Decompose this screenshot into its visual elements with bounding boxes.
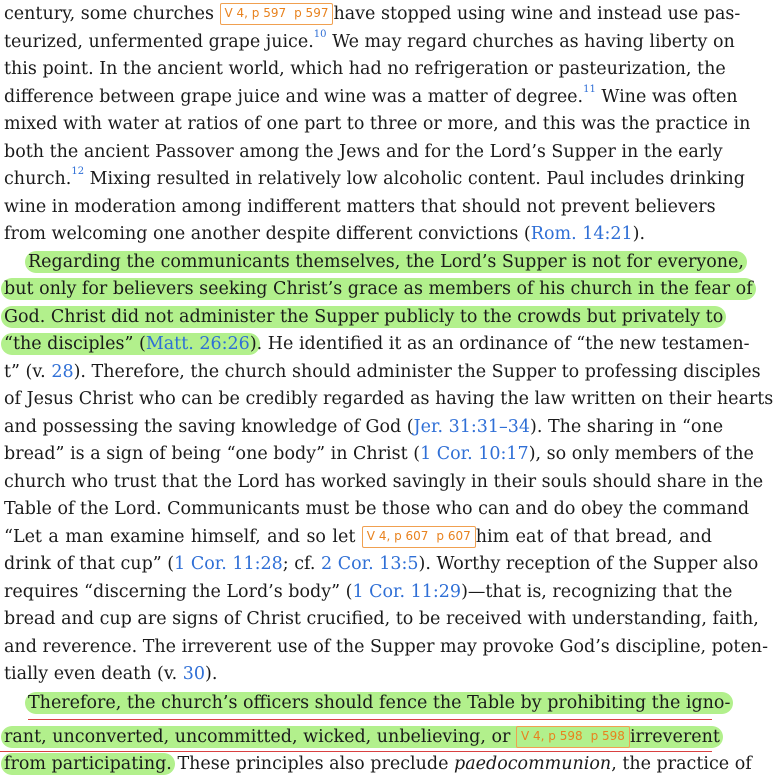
text-run: rant, unconverted, uncommitted, wicked, unbelieving, or bbox=[4, 727, 516, 747]
text-line bbox=[4, 414, 724, 441]
page-label: p 598 bbox=[590, 729, 625, 743]
scripture-link[interactable]: 1 Cor. 10:17 bbox=[420, 444, 529, 464]
text-run: have stopped using wine and instead use pas- bbox=[333, 4, 741, 24]
text-run: drink of that cup” ( bbox=[4, 554, 175, 574]
text-line bbox=[4, 359, 761, 386]
text-run: ). The sharing in “one bbox=[530, 417, 724, 437]
text-run: and possessing the saving knowledge of God ( bbox=[4, 417, 414, 437]
text-line bbox=[4, 551, 759, 578]
text-line: and reverence. The irreverent use of the Supper may provoke God’s discipline, poten- bbox=[4, 637, 768, 657]
volume-page-label: V 4, p 597 bbox=[224, 6, 287, 20]
text-line: church who trust that the Lord has worked savingly in their souls should share in the bbox=[4, 472, 764, 492]
text-line bbox=[4, 661, 712, 688]
text-line: this point. In the ancient world, which had no refrigeration or pasteurization, the bbox=[4, 59, 726, 79]
text-run: ). Therefore, the church should administer the Supper to professing disciples bbox=[73, 362, 761, 382]
footnote-marker[interactable]: 10 bbox=[313, 29, 327, 40]
highlight: Therefore, the church’s officers should fence the Table by prohibiting the igno- bbox=[25, 692, 733, 714]
text-run: church. bbox=[4, 169, 72, 189]
text-run: ). bbox=[205, 664, 218, 684]
footnote-marker[interactable]: 12 bbox=[71, 166, 85, 177]
scripture-link[interactable]: Jer. 31:31–34 bbox=[413, 417, 531, 437]
highlight: Regarding the communicants themselves, the Lord’s Supper is not for everyone, bbox=[25, 251, 747, 273]
scripture-link[interactable]: 2 Cor. 13:5 bbox=[321, 554, 419, 574]
scripture-link[interactable]: Rom. 14:21 bbox=[530, 224, 633, 244]
text-run: bread” is a sign of being “one body” in Christ ( bbox=[4, 444, 421, 464]
text-line bbox=[4, 524, 712, 551]
highlight bbox=[1, 726, 723, 748]
text-run: century, some churches bbox=[4, 4, 220, 24]
text-line: mixed with water at ratios of one part to three or more, and this was the practice in bbox=[4, 114, 751, 134]
scripture-link[interactable]: 1 Cor. 11:29 bbox=[352, 582, 462, 602]
text-run: ; cf. bbox=[282, 554, 321, 574]
text-run: t” (v. bbox=[4, 362, 52, 382]
scripture-link[interactable]: 28 bbox=[51, 362, 74, 382]
text-line bbox=[4, 1, 741, 28]
scripture-link[interactable]: Matt. 26:26 bbox=[145, 334, 250, 354]
text-line bbox=[4, 304, 724, 331]
page-marker-badge[interactable] bbox=[516, 726, 630, 748]
page-marker-badge[interactable] bbox=[220, 3, 334, 25]
text-run: from welcoming one another despite different convictions ( bbox=[4, 224, 531, 244]
text-run: ) bbox=[249, 334, 257, 354]
text-run: Mixing resulted in relatively low alcoholic content. Paul includes drinking bbox=[84, 169, 745, 189]
text-line bbox=[4, 751, 752, 778]
page-label: p 597 bbox=[294, 6, 329, 20]
highlight bbox=[1, 333, 260, 355]
text-run: ). Worthy reception of the Supper also bbox=[418, 554, 759, 574]
scripture-link[interactable]: 1 Cor. 11:28 bbox=[174, 554, 283, 574]
text-line: wine in moderation among indifferent matters that should not prevent believers bbox=[4, 197, 716, 217]
highlight: but only for believers seeking Christ’s grace as members of his church in the fear of bbox=[1, 278, 756, 300]
text-line: of Jesus Christ who can be credibly regarded as having the law written on their hearts bbox=[4, 389, 773, 409]
text-line bbox=[4, 166, 745, 193]
text-run: We may regard churches as having liberty on bbox=[326, 32, 735, 52]
footnote-marker[interactable]: 11 bbox=[583, 84, 596, 95]
volume-page-label: V 4, p 598 bbox=[520, 729, 583, 743]
page-label: p 607 bbox=[436, 529, 471, 543]
scripture-link[interactable]: 30 bbox=[182, 664, 206, 684]
text-line: Table of the Lord. Communicants must be those who can and do obey the command bbox=[4, 499, 750, 519]
italic-term: paedocommunion bbox=[454, 754, 612, 774]
text-run: “the disciples” ( bbox=[4, 334, 146, 354]
text-run: , the practice of bbox=[611, 754, 752, 774]
text-run: . He identified it as an ordinance of “the new testamen- bbox=[256, 334, 750, 354]
highlight: God. Christ did not administer the Supper publicly to the crowds but privately to bbox=[1, 306, 726, 328]
text-line bbox=[28, 690, 731, 717]
text-run: difference between grape juice and wine was a matter of degree. bbox=[4, 87, 584, 107]
annotation-underline bbox=[28, 719, 712, 720]
text-run: him eat of that bread, and bbox=[475, 527, 712, 547]
text-run: )—that is, recognizing that the bbox=[461, 582, 733, 602]
text-line bbox=[4, 29, 735, 56]
text-run: tially even death (v. bbox=[4, 664, 183, 684]
text-run: ), so only members of the bbox=[528, 444, 754, 464]
text-line bbox=[4, 441, 754, 468]
text-line bbox=[4, 84, 738, 111]
text-run: “Let a man examine himself, and so let bbox=[4, 527, 362, 547]
text-line: both the ancient Passover among the Jews and for the Lord’s Supper in the early bbox=[4, 142, 723, 162]
text-line bbox=[4, 221, 712, 248]
text-run: These principles also preclude bbox=[171, 754, 454, 774]
text-line bbox=[4, 276, 753, 303]
text-line: bread and cup are signs of Christ crucified, to be received with understanding, faith, bbox=[4, 609, 759, 629]
text-run: teurized, unfermented grape juice. bbox=[4, 32, 314, 52]
text-run: irreverent bbox=[629, 727, 720, 747]
text-run: requires “discerning the Lord’s body” ( bbox=[4, 582, 353, 602]
text-line bbox=[28, 249, 744, 276]
text-run: Wine was often bbox=[595, 87, 738, 107]
volume-page-label: V 4, p 607 bbox=[366, 529, 429, 543]
highlight: from participating. bbox=[1, 753, 175, 775]
page-marker-badge[interactable] bbox=[362, 526, 476, 548]
text-line bbox=[4, 331, 750, 358]
text-line bbox=[4, 724, 720, 751]
text-run: ). bbox=[632, 224, 646, 244]
text-line bbox=[4, 579, 733, 606]
